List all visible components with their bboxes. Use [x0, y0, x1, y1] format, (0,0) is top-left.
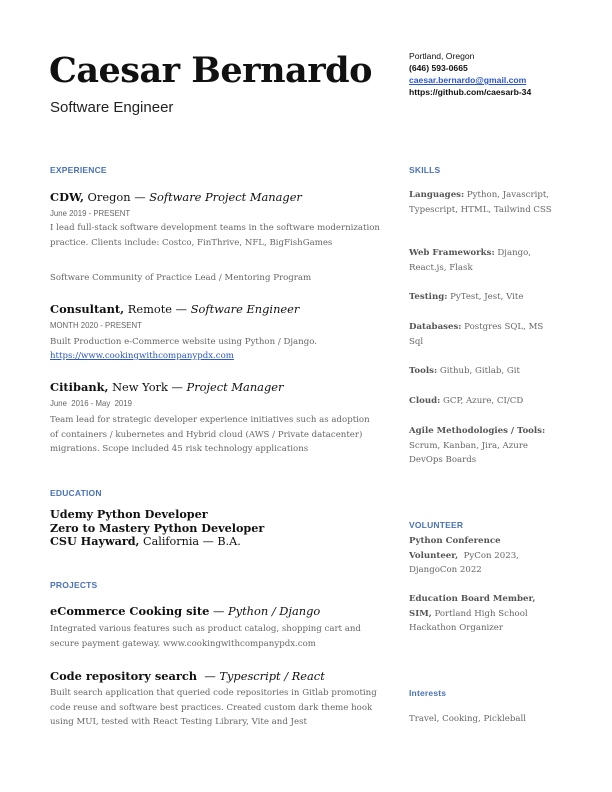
section-heading-projects: PROJECTS [50, 580, 98, 590]
candidate-title: Software Engineer [50, 99, 174, 116]
project-name: eCommerce Cooking site [50, 604, 210, 618]
project-description: Built search application that queried code repositories in Gitlab promoting code reuse and software best practices. Created custom dark theme hook using MUI, tested with React Testing Library, Vite and Jest [50, 688, 377, 727]
skill-agile: Agile Methodologies / Tools: Scrum, Kanban, Jira, Azure DevOps Boards [409, 426, 546, 465]
job-role: Software Engineer [190, 302, 300, 316]
job-role: Project Manager [186, 380, 284, 394]
candidate-name: Caesar Bernardo [49, 50, 372, 91]
education-item: CSU Hayward, California — B.A. [50, 534, 241, 548]
education-item: Zero to Mastery Python Developer [50, 520, 265, 535]
project-title: Code repository search — Typescript / React [50, 669, 325, 683]
contact-email-link[interactable]: caesar.bernardo@gmail.com [409, 75, 527, 85]
skill-web-frameworks: Web Frameworks: Django, React.js, Flask [409, 248, 532, 273]
job-role: Software Project Manager [149, 190, 302, 204]
skill-testing: Testing: PyTest, Jest, Vite [409, 292, 524, 302]
section-heading-education: EDUCATION [50, 488, 102, 498]
job-title-citibank [50, 380, 283, 394]
interests-text: Travel, Cooking, Pickleball [409, 714, 527, 724]
job-dates: June 2016 - May 2019 [50, 399, 132, 408]
job-dates: MONTH 2020 - PRESENT [50, 321, 142, 330]
section-heading-volunteer: VOLUNTEER [409, 520, 464, 530]
education-item: Udemy Python Developer [50, 507, 208, 521]
job-company: CDW, [50, 190, 84, 204]
project-name: Code repository search [50, 669, 198, 683]
contact-github: https://github.com/caesarb-34 [409, 87, 532, 97]
job-company: Consultant, [50, 302, 125, 316]
job-title-cdw [50, 190, 302, 204]
portfolio-link[interactable]: https://www.cookingwithcompanypdx.com [50, 351, 234, 361]
job-company: Citibank, [50, 380, 109, 394]
job-title-consultant [50, 302, 299, 316]
project-stack: Python / Django [228, 604, 321, 618]
job-location: Remote — [124, 302, 191, 316]
skill-cloud: Cloud: GCP, Azure, CI/CD [409, 396, 524, 406]
project-title: eCommerce Cooking site — Python / Django [50, 604, 321, 618]
job-dates: June 2019 - PRESENT [50, 209, 131, 218]
job-description: Built Production e-Commerce website using Python / Django. [50, 337, 317, 347]
education-list [50, 508, 264, 549]
contact-location: Portland, Oregon [409, 51, 475, 61]
job-description: Team lead for strategic developer experience initiatives such as adoption of containers / kubernetes and Hybrid cloud (AWS / Private datacenter) migrations. Scope included 45 risk technology applications [50, 415, 370, 454]
volunteer-item: Education Board Member, SIM, Portland High School Hackathon Organizer [409, 594, 536, 633]
job-extra: Software Community of Practice Lead / Mentoring Program [50, 273, 312, 283]
section-heading-skills: SKILLS [409, 165, 441, 175]
skill-databases: Databases: Postgres SQL, MS Sql [409, 322, 544, 347]
project-stack: Typescript / React [219, 669, 325, 683]
skill-languages: Languages: Python, Javascript, Typescript, HTML, Tailwind CSS [409, 190, 552, 215]
volunteer-item: Python Conference Volunteer, PyCon 2023, DjangoCon 2022 [409, 536, 522, 575]
job-location: Oregon — [83, 190, 150, 204]
job-location: New York — [108, 380, 187, 394]
contact-phone: (646) 593-0665 [409, 63, 468, 73]
skill-tools: Tools: Github, Gitlab, Git [409, 366, 520, 376]
job-description: I lead full-stack software development teams in the software modernization practice. Clients include: Costco, FinThrive, NFL, BigFishGames [50, 223, 380, 248]
section-heading-interests: Interests [409, 688, 447, 698]
project-description: Integrated various features such as product catalog, shopping cart and secure payment gateway. www.cookingwithcompanypdx.com [50, 624, 361, 649]
section-heading-experience: EXPERIENCE [50, 165, 107, 175]
